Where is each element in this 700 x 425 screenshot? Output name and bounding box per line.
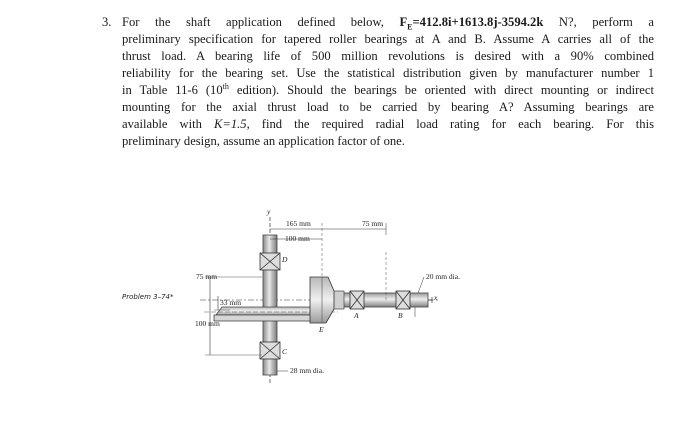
label-a: A [354, 311, 359, 320]
dim-33: 33 mm [220, 298, 242, 307]
problem-line-7: available with K=1.5, find the required radial load rating for each bearing. For this [122, 117, 654, 131]
dim-165: 165 mm [286, 219, 311, 228]
shaft-figure [0, 205, 700, 425]
problem-line-2: preliminary specification for tapered roller bearings at A and B. Assume A carries all of the [122, 32, 654, 46]
figure-caption: Problem 3–74* [122, 293, 174, 301]
problem-line-3: thrust load. A bearing life of 500 million revolutions is desired with a 90% combined [122, 49, 654, 63]
large-bevel-gear [216, 307, 324, 315]
shaft-drawing [0, 205, 700, 425]
dim-75: 75 mm [362, 219, 384, 228]
axis-y-label: y [267, 207, 271, 216]
dia-28: 28 mm dia. [290, 366, 324, 375]
dim-100-left: 100 mm [195, 319, 220, 328]
dia-20: 20 mm dia. [426, 272, 460, 281]
problem-line-4: reliability for the bearing set. Use the statistical distribution given by manufacturer number 1 [122, 66, 654, 80]
force-vector: $F_E=412.8i+1613.8j-3594.2k$ [399, 15, 544, 32]
label-b: B [398, 311, 403, 320]
problem-line-8: preliminary design, assume an application factor of one. [122, 134, 405, 148]
dim-100-top: 100 mm [285, 234, 310, 243]
problem-line-6: mounting for the axial thrust load to be carried by bearing A? Assuming bearings are [122, 100, 654, 114]
axis-x-label: x [434, 293, 438, 302]
dim-75-left: 75 mm [196, 272, 218, 281]
label-e: E [319, 325, 324, 334]
problem-number: 3. [102, 15, 112, 29]
label-c: C [282, 347, 288, 356]
problem-line-1: For the shaft application defined below, $F_E=412.8i+1613.8j-3594.2k$ N?, perform a [122, 15, 654, 32]
problem-line-5: in Table 11-6 (10th edition). Should the bearings be oriented with direct mounting or indirect [122, 81, 654, 97]
label-d: D [282, 255, 288, 264]
